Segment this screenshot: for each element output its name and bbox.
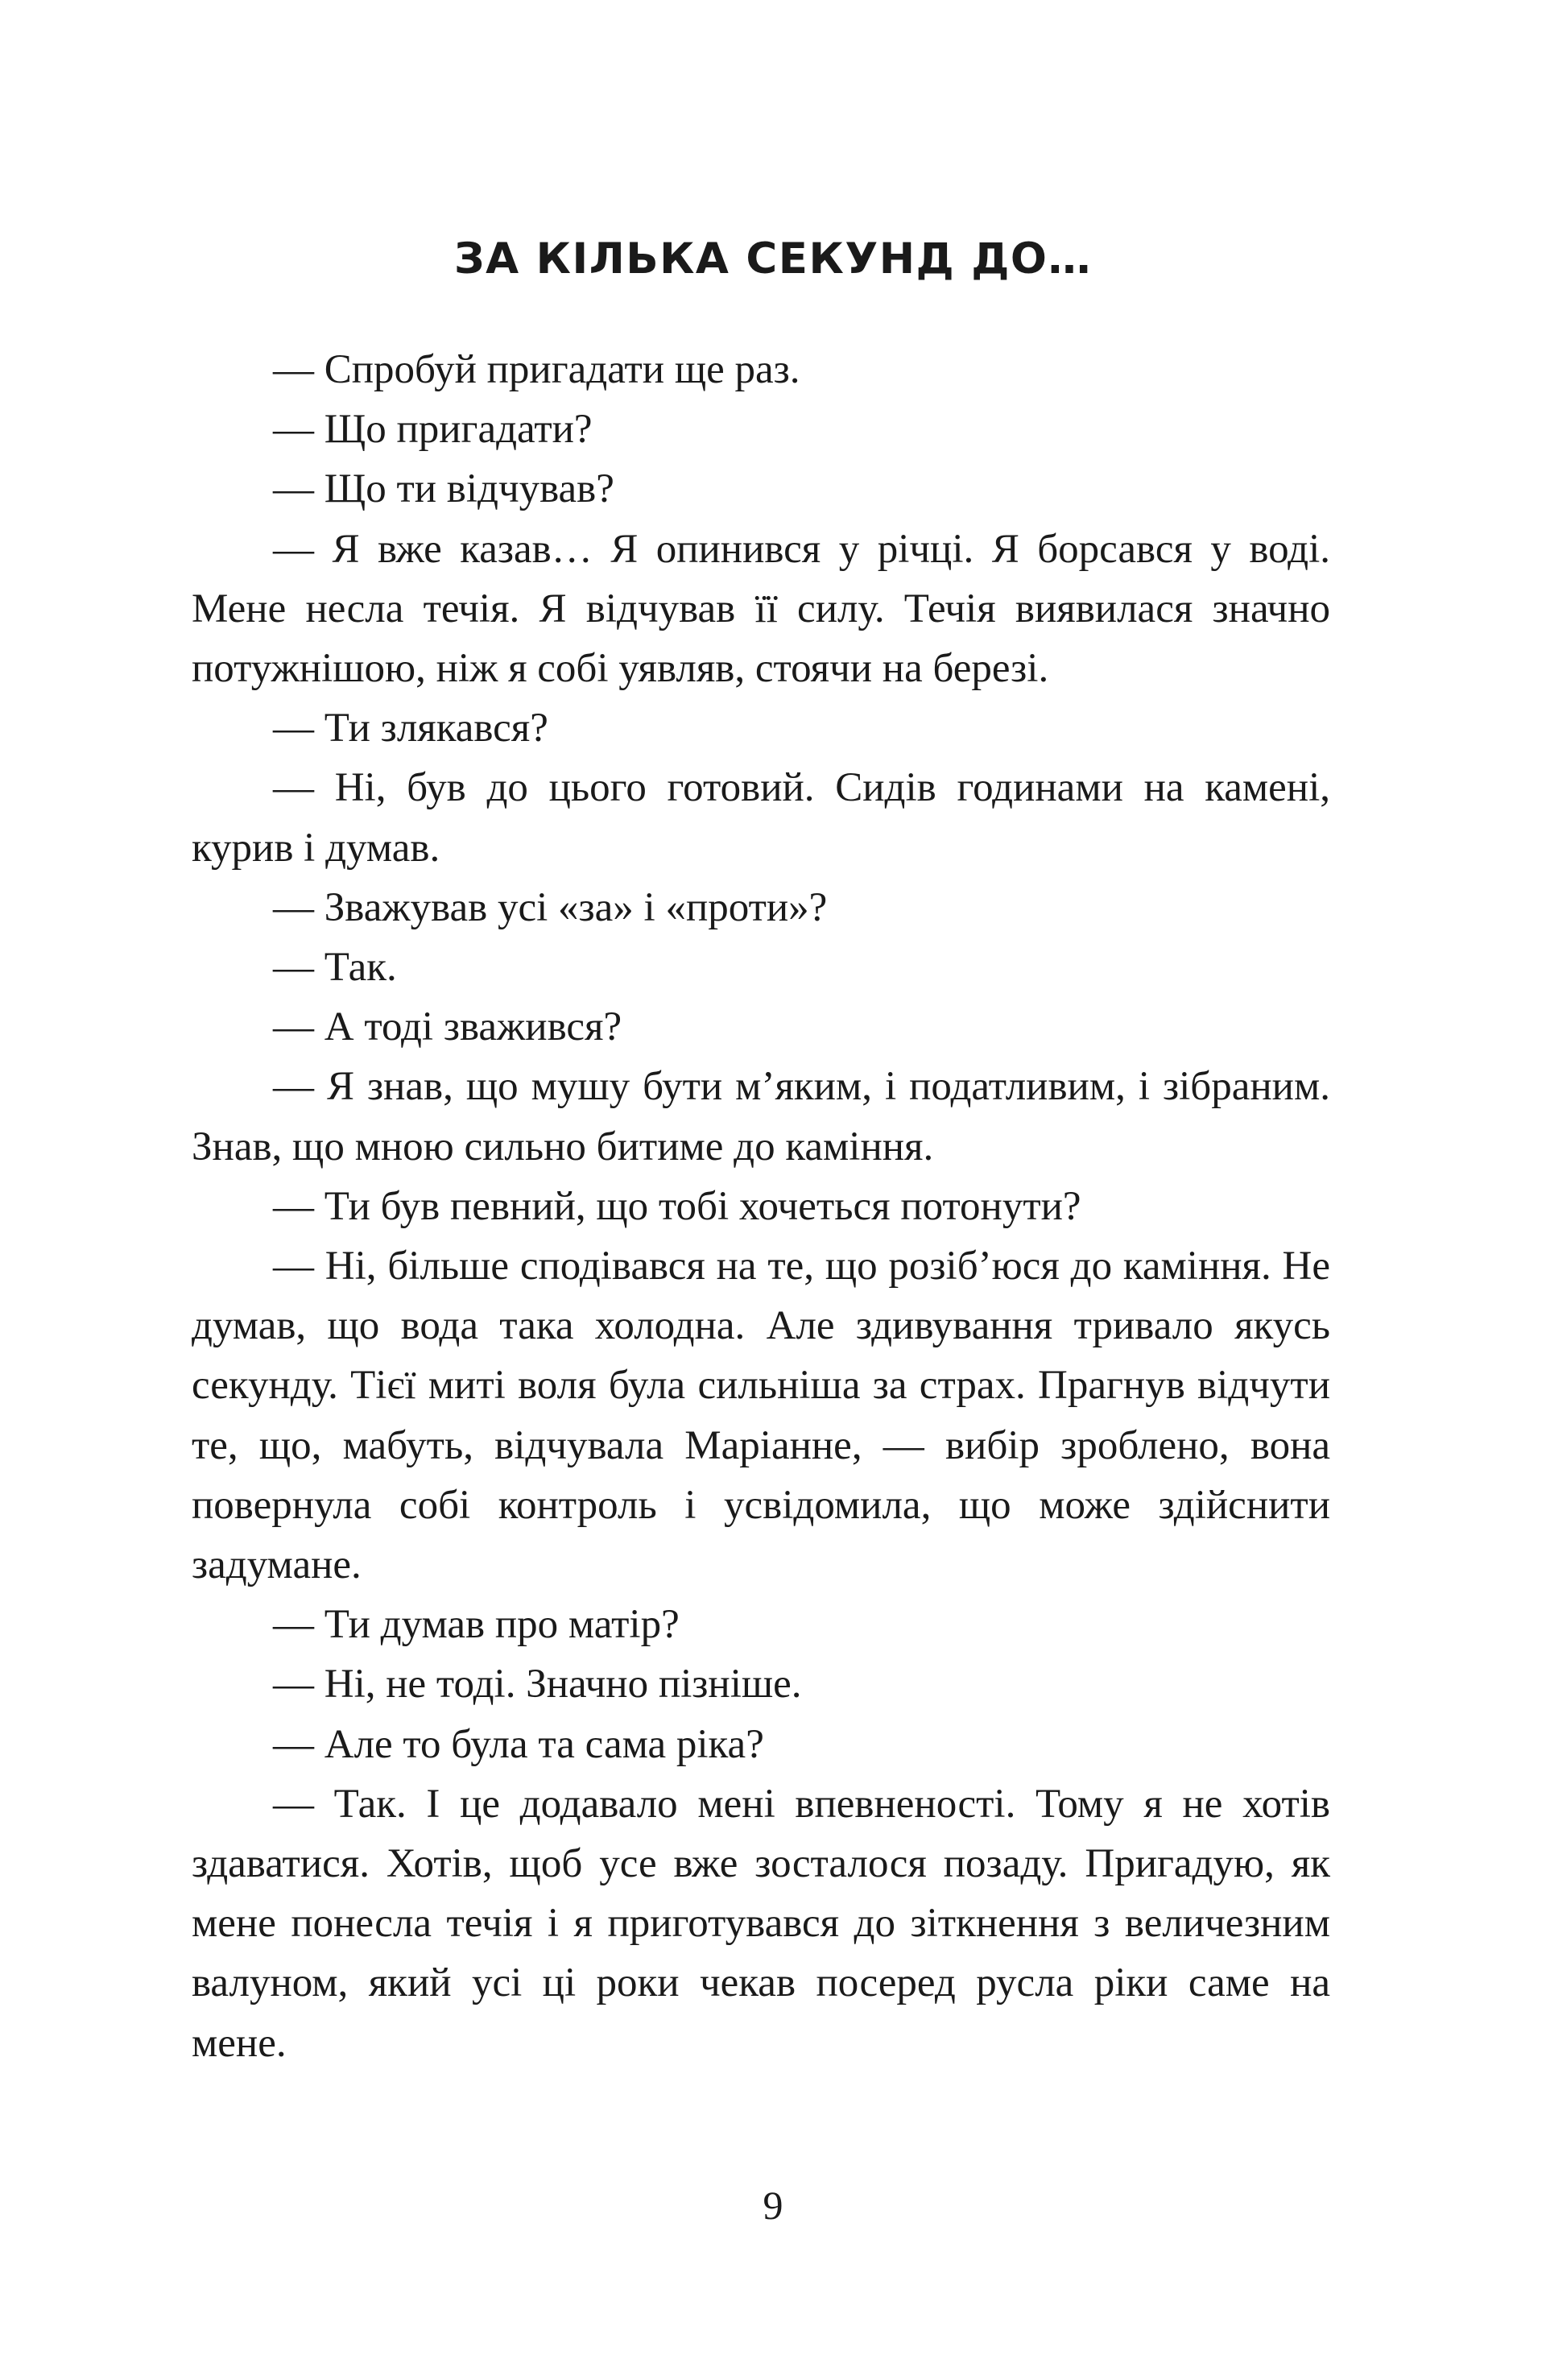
paragraph-4: — Я вже казав… Я опинився у річці. Я борсався у воді. Мене несла течія. Я відчував її силу. Течія виявилася значно потужнішою, ніж я собі уявляв, стоячи на березі. xyxy=(192,526,1330,692)
paragraph-3: — Що ти відчував? xyxy=(273,466,614,512)
paragraph-8: — Так. xyxy=(273,945,397,991)
paragraph-15: — Але то була та сама ріка? xyxy=(273,1721,764,1767)
paragraph-11: — Ти був певний, що тобі хочеться потонути? xyxy=(273,1183,1081,1229)
paragraph-9: — А тоді зважився? xyxy=(273,1004,622,1050)
paragraph-7: — Зважував усі «за» і «проти»? xyxy=(273,884,828,930)
paragraph-6: — Ні, був до цього готовий. Сидів годинами на камені, курив і думав. xyxy=(192,765,1330,871)
paragraph-12: — Ні, більше сподівався на те, що розіб’юся до каміння. Не думав, що вода така холодна. Але здивування тривало якусь секунду. Тієї миті воля була сильніша за страх. Прагнув відчути те, що, мабуть, відчувала Маріанне, — вибір зроблено, вона повернула собі контроль і усвідомила, що може здійснити задумане. xyxy=(192,1244,1330,1588)
paragraph-10: — Я знав, що мушу бути м’яким, і податливим, і зібраним. Знав, що мною сильно битиме до каміння. xyxy=(192,1064,1330,1169)
paragraph-1: — Спробуй пригадати ще раз. xyxy=(273,347,800,392)
page-number: 9 xyxy=(763,2183,783,2228)
chapter-title: ЗА КІЛЬКА СЕКУНД ДО… xyxy=(454,234,1092,284)
paragraph-13: — Ти думав про матір? xyxy=(273,1602,680,1648)
chapter-body xyxy=(192,340,1330,2073)
paragraph-5: — Ти злякався? xyxy=(273,706,548,751)
paragraph-14: — Ні, не тоді. Значно пізніше. xyxy=(273,1662,802,1707)
paragraph-2: — Що пригадати? xyxy=(273,407,593,453)
paragraph-16: — Так. І це додавало мені впевненості. Тому я не хотів здаватися. Хотів, щоб усе вже зосталося позаду. Пригадую, як мене понесла течія і я приготувався до зіткнення з величезним валуном, який усі ці роки чекав посеред русла ріки саме на мене. xyxy=(192,1781,1330,2066)
